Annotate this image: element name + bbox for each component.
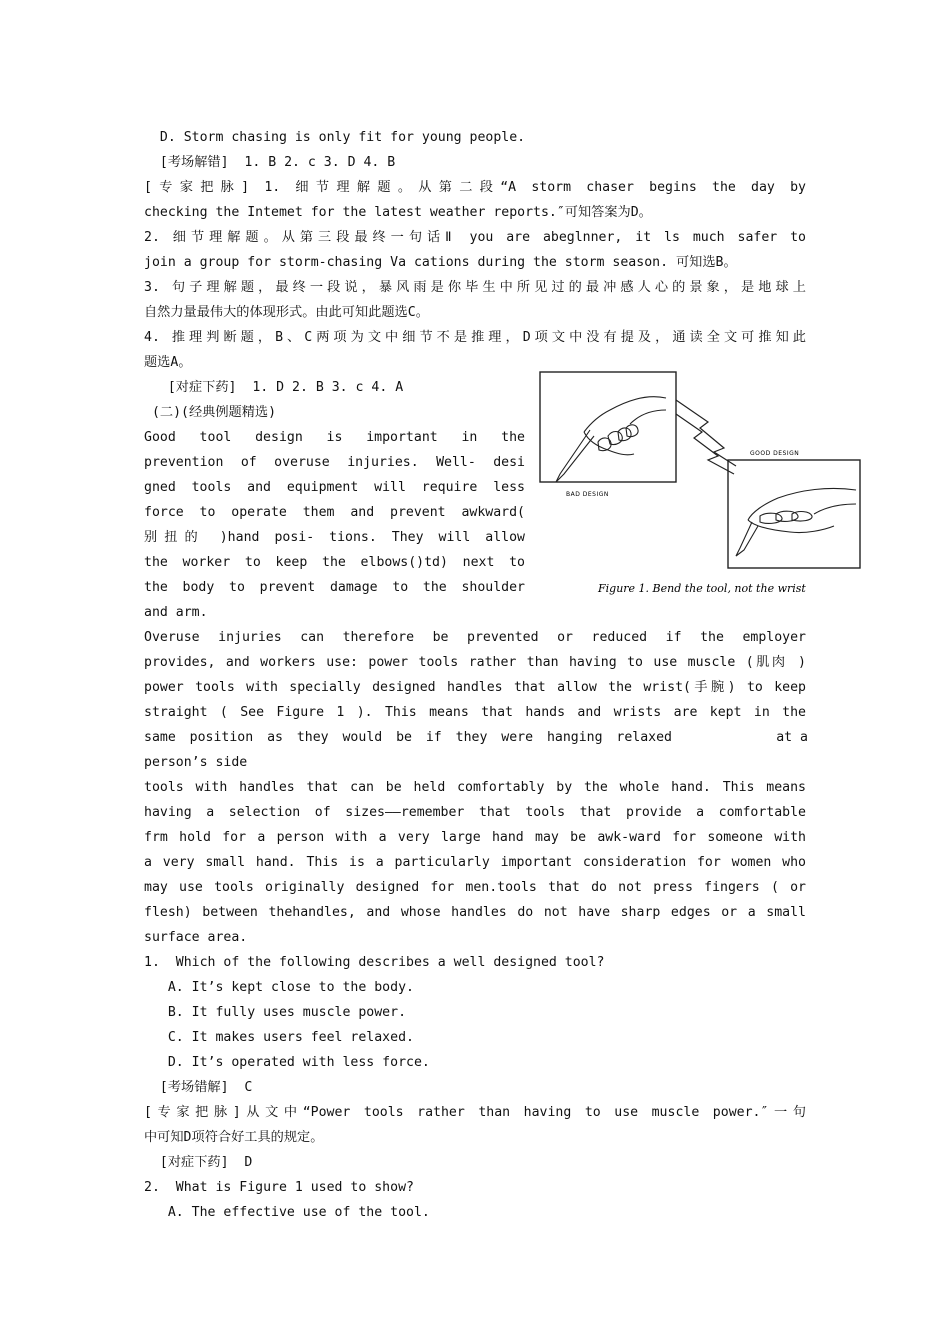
passage-line: tools with handles that can be held comfortably by the whole hand. This means: [144, 780, 806, 795]
passage-line: same position as they would be if they were hanging relaxed: [144, 730, 672, 745]
expert-analysis-line: 2. 细节理解题。从第三段最终一句话Ⅱ you are abeglnner, it ls much safer to: [144, 230, 806, 245]
expert-analysis-line: [专家把脉]从文中“Power tools rather than having to use muscle power.″一句: [144, 1105, 806, 1120]
correct-answer: [对症下药] D: [144, 1155, 253, 1170]
passage-line: the worker to keep the elbows()td) next to: [144, 555, 525, 570]
passage-line: may use tools originally designed for men.tools that do not press fingers ( or: [144, 880, 806, 895]
passage-line: 别扭的 )hand posi- tions. They will allow: [144, 530, 525, 545]
passage-line: person’s side: [144, 755, 248, 770]
passage-line: straight ( See Figure 1 ). This means that hands and wrists are kept in the: [144, 705, 806, 720]
passage-line: provides, and workers use: power tools rather than having to use muscle (肌肉 ): [144, 655, 806, 670]
exam-wrong-answer: [考场错解] C: [144, 1080, 253, 1095]
section-heading: (二)(经典例题精选): [144, 405, 277, 420]
passage-line: having a selection of sizes——remember that tools that provide a comfortable: [144, 805, 806, 820]
option-a: A. The effective use of the tool.: [144, 1205, 430, 1220]
question-2: 2. What is Figure 1 used to show?: [144, 1180, 414, 1195]
figure-caption: Figure 1. Bend the tool, not the wrist: [598, 582, 806, 595]
expert-analysis-line: 自然力量最伟大的体现形式。由此可知此题选C。: [144, 305, 429, 320]
expert-analysis-line: 3. 句子理解题，最终一段说，暴风雨是你毕生中所见过的最冲感人心的景象，是地球上: [144, 280, 806, 295]
correct-answers: [对症下药] 1. D 2. B 3. c 4. A: [144, 380, 404, 395]
question-1: 1. Which of the following describes a well designed tool?: [144, 955, 605, 970]
passage-line-end: at a: [776, 730, 808, 745]
good-design-label: GOOD DESIGN: [750, 450, 800, 457]
transition-arrow-edge: [676, 414, 734, 474]
passage-line: flesh) between thehandles, and whose handles do not have sharp edges or a small: [144, 905, 806, 920]
option-d: D. It’s operated with less force.: [144, 1055, 430, 1070]
exam-wrong-answers: [考场解错] 1. B 2. c 3. D 4. B: [144, 155, 396, 170]
passage-line: prevention of overuse injuries. Well- desi: [144, 455, 525, 470]
good-design-hand-icon: [736, 488, 856, 556]
passage-line: frm hold for a person with a very large hand may be awk-ward for someone with: [144, 830, 806, 845]
expert-analysis-line: 题选A。: [144, 355, 192, 370]
passage-line: and arm.: [144, 605, 208, 620]
expert-analysis-line: 中可知D项符合好工具的规定。: [144, 1130, 324, 1145]
option-a: A. It’s kept close to the body.: [144, 980, 414, 995]
tool-design-illustration: [538, 370, 863, 598]
passage-line: power tools with specially designed handles that allow the wrist(手腕) to keep: [144, 680, 806, 695]
good-design-panel: [728, 460, 860, 568]
bad-design-hand-icon: [556, 397, 666, 482]
passage-line: force to operate them and prevent awkward(: [144, 505, 525, 520]
expert-analysis-line: checking the Intemet for the latest weather reports.″可知答案为D。: [144, 205, 652, 220]
passage-line: surface area.: [144, 930, 248, 945]
expert-analysis-line: [专家把脉] 1. 细节理解题。从第二段“A storm chaser begins the day by: [144, 180, 806, 195]
passage-line: Good tool design is important in the: [144, 430, 525, 445]
transition-arrow-icon: [676, 400, 736, 466]
option-b: B. It fully uses muscle power.: [144, 1005, 407, 1020]
option-d-storm: D. Storm chasing is only fit for young people.: [144, 130, 526, 145]
expert-analysis-line: 4. 推理判断题，B、C两项为文中细节不是推理，D项文中没有提及，通读全文可推知此: [144, 330, 806, 345]
passage-line: gned tools and equipment will require less: [144, 480, 525, 495]
option-c: C. It makes users feel relaxed.: [144, 1030, 414, 1045]
expert-analysis-line: join a group for storm-chasing Va cations during the storm season. 可知选B。: [144, 255, 737, 270]
bad-design-label: BAD DESIGN: [566, 491, 609, 498]
passage-line: a very small hand. This is a particularly important consideration for women who: [144, 855, 806, 870]
passage-line: the body to prevent damage to the shoulder: [144, 580, 525, 595]
bad-design-panel: [540, 372, 676, 482]
tool-design-figure: [538, 370, 863, 598]
passage-line: Overuse injuries can therefore be prevented or reduced if the employer: [144, 630, 806, 645]
